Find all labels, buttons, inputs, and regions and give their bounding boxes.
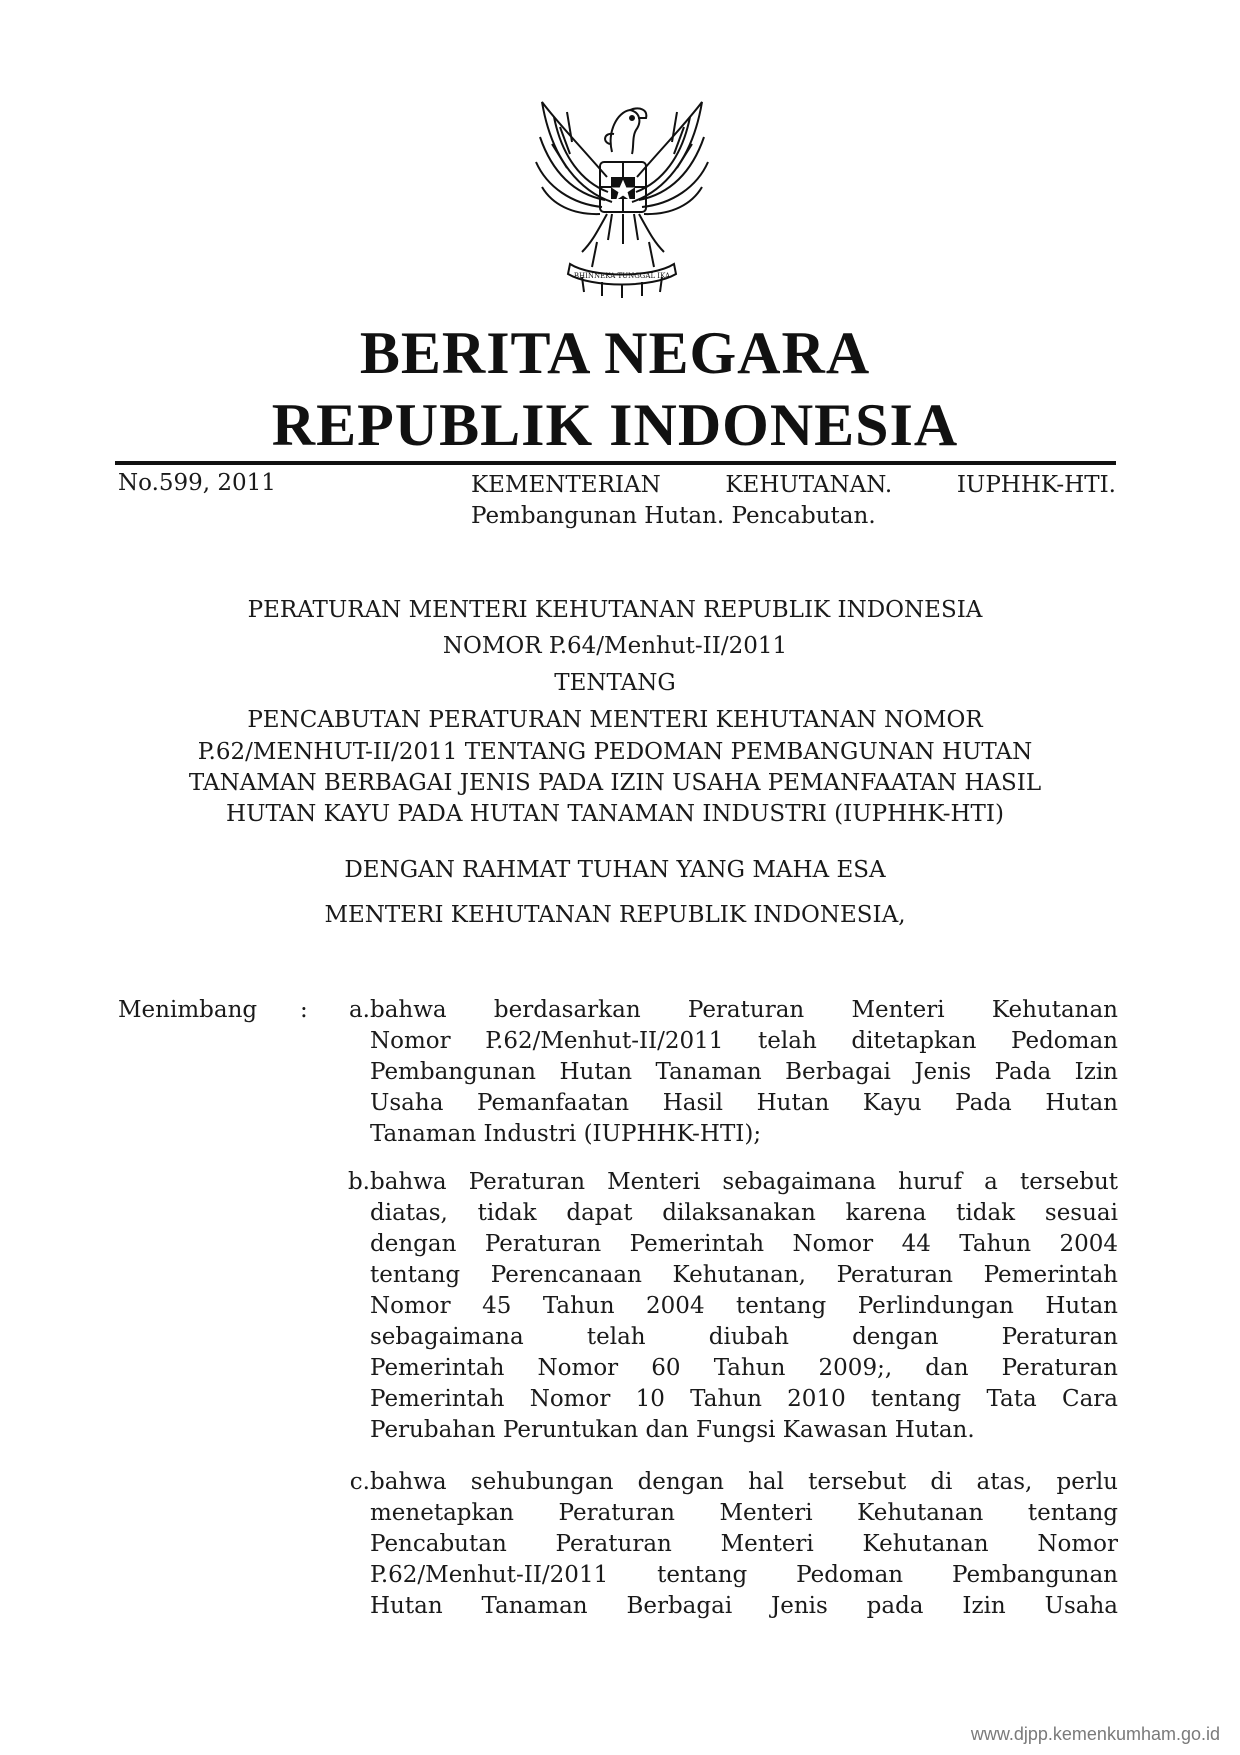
issue-subject-line-2: Pembangunan Hutan. Pencabutan. <box>471 503 876 529</box>
item-line: Pencabutan Peraturan Menteri Kehutanan Nomor <box>370 1531 1118 1557</box>
item-marker: b. <box>347 1169 370 1195</box>
issue-subject <box>471 470 1116 532</box>
issue-subject-word-1: KEMENTERIAN <box>471 472 661 498</box>
title-tentang: TENTANG <box>554 670 676 696</box>
item-line: Pemerintah Nomor 60 Tahun 2009;, dan Peraturan <box>370 1355 1118 1381</box>
consideration-item-c <box>340 1467 1118 1627</box>
issue-number: No.599, 2011 <box>118 470 276 496</box>
item-line: Hutan Tanaman Berbagai Jenis pada Izin Usaha <box>370 1593 1118 1619</box>
item-line: Nomor P.62/Menhut-II/2011 telah ditetapkan Pedoman <box>370 1028 1118 1054</box>
item-line: Nomor 45 Tahun 2004 tentang Perlindungan Hutan <box>370 1293 1118 1319</box>
considerations-colon: : <box>300 997 308 1023</box>
item-line: Pemerintah Nomor 10 Tahun 2010 tentang Tata Cara <box>370 1386 1118 1412</box>
masthead-line-2: REPUBLIK INDONESIA <box>271 392 959 458</box>
masthead-line-1: BERITA NEGARA <box>359 320 871 386</box>
item-line: bahwa berdasarkan Peraturan Menteri Kehutanan <box>370 997 1118 1023</box>
considerations-label: Menimbang <box>118 997 258 1023</box>
title-subject-line-1: PENCABUTAN PERATURAN MENTERI KEHUTANAN NOMOR <box>247 707 983 733</box>
masthead-rule <box>115 461 1116 465</box>
issue-subject-word-2: KEHUTANAN. <box>725 472 893 498</box>
item-line: P.62/Menhut-II/2011 tentang Pedoman Pembangunan <box>370 1562 1118 1588</box>
garuda-emblem-icon <box>512 82 732 302</box>
item-line: bahwa Peraturan Menteri sebagaimana huruf a tersebut <box>370 1169 1118 1195</box>
issue-subject-word-3: IUPHHK-HTI. <box>956 472 1116 498</box>
title-subject-line-3: TANAMAN BERBAGAI JENIS PADA IZIN USAHA PEMANFAATAN HASIL <box>188 770 1042 796</box>
title-number: NOMOR P.64/Menhut-II/2011 <box>442 633 788 659</box>
item-line: menetapkan Peraturan Menteri Kehutanan tentang <box>370 1500 1118 1526</box>
consideration-item-a <box>340 995 1118 1155</box>
item-marker: c. <box>349 1469 370 1495</box>
title-subject-line-2: P.62/MENHUT-II/2011 TENTANG PEDOMAN PEMBANGUNAN HUTAN <box>197 739 1033 765</box>
preamble-line-2: MENTERI KEHUTANAN REPUBLIK INDONESIA, <box>324 902 906 928</box>
item-line: sebagaimana telah diubah dengan Peraturan <box>370 1324 1118 1350</box>
item-body <box>370 1467 1118 1622</box>
item-body <box>370 995 1118 1150</box>
item-line: Usaha Pemanfaatan Hasil Hutan Kayu Pada Hutan <box>370 1090 1118 1116</box>
item-line: diatas, tidak dapat dilaksanakan karena tidak sesuai <box>370 1200 1118 1226</box>
item-line: dengan Peraturan Pemerintah Nomor 44 Tahun 2004 <box>370 1231 1118 1257</box>
consideration-item-b <box>340 1167 1118 1457</box>
emblem-motto: BHINNEKA TUNGGAL IKA <box>573 272 671 280</box>
item-line: Perubahan Peruntukan dan Fungsi Kawasan Hutan. <box>370 1417 975 1443</box>
item-body <box>370 1167 1118 1446</box>
title-regulation: PERATURAN MENTERI KEHUTANAN REPUBLIK INDONESIA <box>247 597 983 623</box>
item-line: tentang Perencanaan Kehutanan, Peraturan Pemerintah <box>370 1262 1118 1288</box>
item-line: Pembangunan Hutan Tanaman Berbagai Jenis Pada Izin <box>370 1059 1118 1085</box>
item-line: bahwa sehubungan dengan hal tersebut di atas, perlu <box>370 1469 1118 1495</box>
item-marker: a. <box>348 997 370 1023</box>
preamble-line-1: DENGAN RAHMAT TUHAN YANG MAHA ESA <box>344 857 886 883</box>
footer-url: www.djpp.kemenkumham.go.id <box>970 1724 1220 1744</box>
title-subject-line-4: HUTAN KAYU PADA HUTAN TANAMAN INDUSTRI (IUPHHK-HTI) <box>226 801 1004 827</box>
item-line: Tanaman Industri (IUPHHK-HTI); <box>370 1121 762 1147</box>
